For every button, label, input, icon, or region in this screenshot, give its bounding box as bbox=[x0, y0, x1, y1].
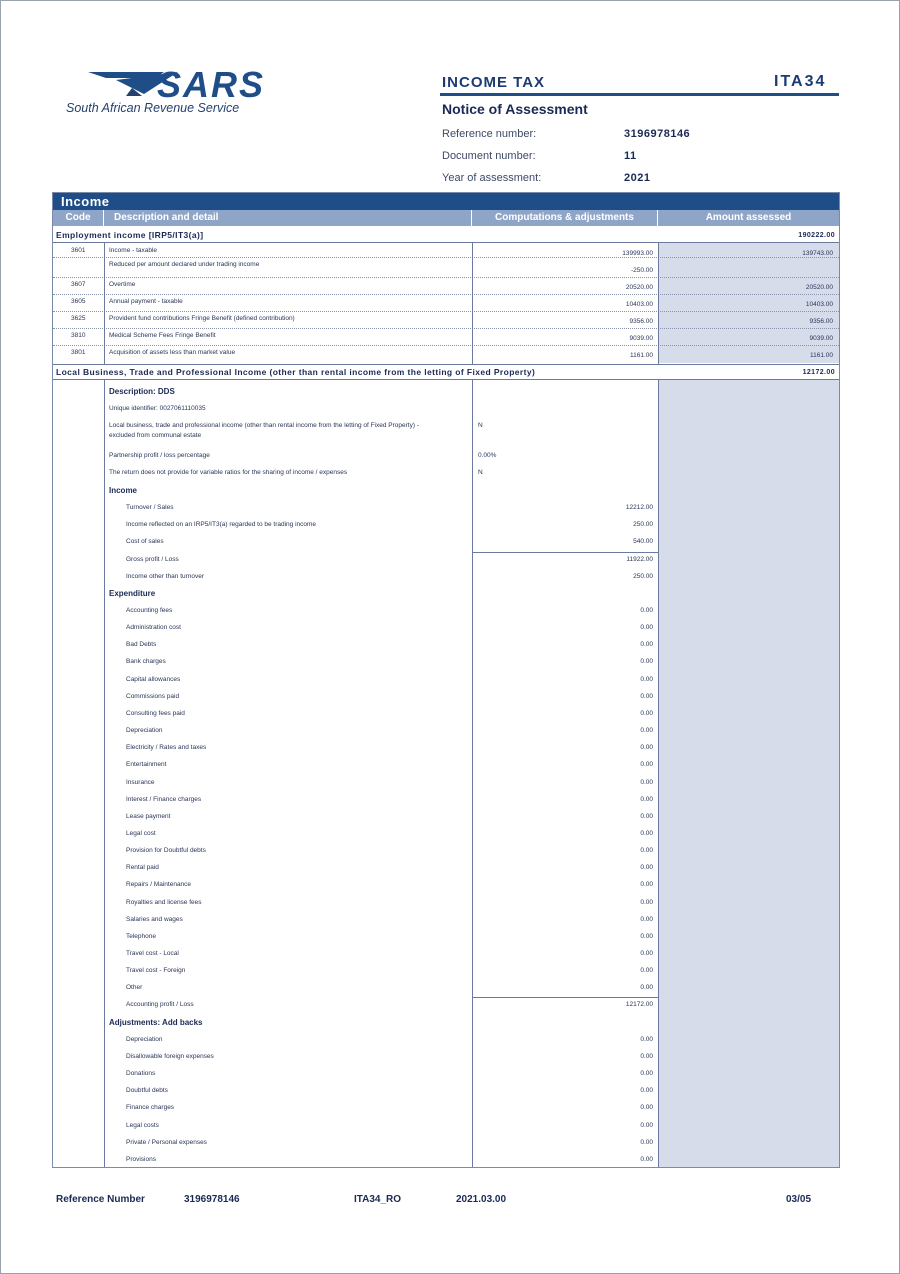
expenditure-row-description: Entertainment bbox=[126, 761, 167, 768]
expenditure-row-value: 0.00 bbox=[640, 796, 653, 803]
row-description: Acquisition of assets less than market value bbox=[109, 349, 236, 356]
addback-row-description: Legal costs bbox=[126, 1122, 159, 1129]
addback-row-value: 0.00 bbox=[640, 1087, 653, 1094]
column-header-computations: Computations & adjustments bbox=[472, 210, 658, 226]
column-divider bbox=[658, 242, 659, 364]
expenditure-row-value: 0.00 bbox=[640, 744, 653, 751]
info-row-value: N bbox=[478, 422, 483, 429]
addback-row-value: 0.00 bbox=[640, 1122, 653, 1129]
expenditure-heading: Expenditure bbox=[109, 589, 156, 598]
row-divider bbox=[53, 364, 839, 365]
row-amount: 20520.00 bbox=[805, 284, 833, 291]
info-row-description: The return does not provide for variable ratios for the sharing of income / expenses bbox=[109, 469, 348, 476]
column-divider bbox=[104, 242, 105, 364]
expenditure-row-description: Repairs / Maintenance bbox=[126, 881, 192, 888]
expenditure-row-description: Travel cost - Foreign bbox=[126, 967, 186, 974]
row-computation: 1161.00 bbox=[629, 352, 653, 359]
addback-row-value: 0.00 bbox=[640, 1156, 653, 1163]
row-code: 3801 bbox=[71, 349, 86, 356]
expenditure-row-description: Salaries and wages bbox=[126, 916, 183, 923]
expenditure-row-description: Legal cost bbox=[126, 830, 156, 837]
footer-page-number: 03/05 bbox=[786, 1194, 812, 1205]
expenditure-row-value: 0.00 bbox=[640, 710, 653, 717]
row-divider bbox=[53, 379, 839, 380]
income-row-description: Cost of sales bbox=[126, 538, 164, 545]
info-row-description: Local business, trade and professional income (other than rental income from the letting of Fixed Property) - bbox=[109, 422, 419, 429]
addback-row-value: 0.00 bbox=[640, 1139, 653, 1146]
info-row-value: N bbox=[478, 469, 483, 476]
expenditure-row-description: Bank charges bbox=[126, 658, 166, 665]
row-computation: 139993.00 bbox=[622, 250, 653, 257]
logo-subtitle: South African Revenue Service bbox=[66, 101, 240, 115]
expenditure-row-value: 0.00 bbox=[640, 916, 653, 923]
expenditure-row-description: Depreciation bbox=[126, 727, 163, 734]
income-row-value: 250.00 bbox=[633, 521, 653, 528]
addback-row-description: Disallowable foreign expenses bbox=[126, 1053, 214, 1060]
expenditure-row-description: Accounting fees bbox=[126, 607, 173, 614]
addback-row-value: 0.00 bbox=[640, 1053, 653, 1060]
row-divider bbox=[53, 257, 839, 258]
row-amount: 1161.00 bbox=[809, 352, 833, 359]
table-section-title: Income bbox=[53, 193, 839, 210]
row-code: 3625 bbox=[71, 315, 86, 322]
column-header-description: Description and detail bbox=[104, 210, 472, 226]
row-description: Provident fund contributions Fringe Benefit (defined contribution) bbox=[109, 315, 295, 322]
expenditure-row-value: 0.00 bbox=[640, 607, 653, 614]
business-total: 12172.00 bbox=[802, 369, 835, 376]
row-divider bbox=[53, 277, 839, 278]
expenditure-row-description: Lease payment bbox=[126, 813, 171, 820]
subtotal-line bbox=[472, 552, 658, 553]
employment-total: 190222.00 bbox=[798, 232, 835, 239]
addback-row-description: Private / Personal expenses bbox=[126, 1139, 207, 1146]
expenditure-row-value: 0.00 bbox=[640, 899, 653, 906]
expenditure-row-description: Rental paid bbox=[126, 864, 159, 871]
column-header-code: Code bbox=[53, 210, 104, 226]
addback-row-value: 0.00 bbox=[640, 1104, 653, 1111]
row-description: Overtime bbox=[109, 281, 136, 288]
row-divider bbox=[53, 294, 839, 295]
row-computation: 20520.00 bbox=[625, 284, 653, 291]
row-computation: 9356.00 bbox=[629, 318, 653, 325]
expenditure-row-value: 0.00 bbox=[640, 881, 653, 888]
meta-label: Year of assessment: bbox=[442, 172, 542, 184]
addbacks-heading: Adjustments: Add backs bbox=[109, 1018, 203, 1027]
expenditure-row-description: Provision for Doubtful debts bbox=[126, 847, 206, 854]
row-divider bbox=[53, 242, 839, 243]
row-amount: 9356.00 bbox=[809, 318, 833, 325]
expenditure-row-value: 12172.00 bbox=[625, 1001, 653, 1008]
addback-row-value: 0.00 bbox=[640, 1036, 653, 1043]
expenditure-row-description: Accounting profit / Loss bbox=[126, 1001, 194, 1008]
column-divider bbox=[472, 379, 473, 1167]
expenditure-row-value: 0.00 bbox=[640, 950, 653, 957]
column-divider bbox=[104, 379, 105, 1167]
footer-ref-label: Reference Number bbox=[56, 1194, 145, 1205]
expenditure-row-value: 0.00 bbox=[640, 933, 653, 940]
amount-column-shade bbox=[658, 380, 839, 1167]
expenditure-row-description: Insurance bbox=[126, 779, 155, 786]
row-divider bbox=[53, 345, 839, 346]
row-code: 3607 bbox=[71, 281, 86, 288]
income-row-description: Income reflected on an IRP5/IT3(a) regarded to be trading income bbox=[126, 521, 317, 528]
income-row-description: Turnover / Sales bbox=[126, 504, 174, 511]
expenditure-row-description: Travel cost - Local bbox=[126, 950, 179, 957]
meta-value: 3196978146 bbox=[624, 128, 691, 140]
income-table bbox=[52, 192, 840, 1168]
row-code: 3601 bbox=[71, 247, 86, 254]
row-computation: 9039.00 bbox=[629, 335, 653, 342]
expenditure-row-description: Telephone bbox=[126, 933, 156, 940]
row-description: Reduced per amount declared under trading income bbox=[109, 261, 260, 268]
row-code: 3605 bbox=[71, 298, 86, 305]
expenditure-row-value: 0.00 bbox=[640, 641, 653, 648]
row-computation: -250.00 bbox=[630, 267, 653, 274]
expenditure-row-description: Consulting fees paid bbox=[126, 710, 185, 717]
info-row-value: 0.00% bbox=[478, 452, 497, 459]
expenditure-row-description: Commissions paid bbox=[126, 693, 180, 700]
expenditure-row-value: 0.00 bbox=[640, 658, 653, 665]
income-row-value: 540.00 bbox=[633, 538, 653, 545]
expenditure-row-value: 0.00 bbox=[640, 624, 653, 631]
expenditure-row-value: 0.00 bbox=[640, 830, 653, 837]
expenditure-row-value: 0.00 bbox=[640, 864, 653, 871]
expenditure-row-value: 0.00 bbox=[640, 693, 653, 700]
header-divider bbox=[440, 93, 839, 96]
expenditure-row-value: 0.00 bbox=[640, 779, 653, 786]
income-row-value: 11922.00 bbox=[626, 556, 653, 563]
addback-row-description: Finance charges bbox=[126, 1104, 175, 1111]
income-row-description: Income other than turnover bbox=[126, 573, 205, 580]
column-divider bbox=[658, 379, 659, 1167]
income-heading: Income bbox=[109, 486, 138, 495]
expenditure-row-description: Other bbox=[126, 984, 143, 991]
addback-row-description: Doubtful debts bbox=[126, 1087, 168, 1094]
business-description: Description: DDS bbox=[109, 387, 175, 396]
expenditure-row-description: Administration cost bbox=[126, 624, 181, 631]
row-amount: 139743.00 bbox=[802, 250, 833, 257]
income-row-value: 12212.00 bbox=[625, 504, 653, 511]
subtotal-line bbox=[472, 997, 658, 998]
row-divider bbox=[53, 311, 839, 312]
row-description: Income - taxable bbox=[109, 247, 158, 254]
document-title: INCOME TAX bbox=[442, 74, 546, 91]
row-amount: 10403.00 bbox=[805, 301, 833, 308]
expenditure-row-value: 0.00 bbox=[640, 727, 653, 734]
expenditure-row-value: 0.00 bbox=[640, 967, 653, 974]
meta-value: 2021 bbox=[624, 172, 651, 184]
form-code: ITA34 bbox=[774, 73, 827, 90]
expenditure-row-description: Electricity / Rates and taxes bbox=[126, 744, 207, 751]
info-row-description: Partnership profit / loss percentage bbox=[109, 452, 210, 459]
expenditure-row-description: Royalties and license fees bbox=[126, 899, 202, 906]
employment-section-title: Employment income [IRP5/IT3(a)] bbox=[56, 230, 204, 240]
addback-row-description: Donations bbox=[126, 1070, 156, 1077]
expenditure-row-description: Interest / Finance charges bbox=[126, 796, 202, 803]
row-description: Medical Scheme Fees Fringe Benefit bbox=[109, 332, 216, 339]
footer-form-id: ITA34_RO bbox=[354, 1194, 402, 1205]
business-section-row bbox=[53, 366, 839, 379]
footer-version: 2021.03.00 bbox=[456, 1194, 507, 1205]
expenditure-row-description: Capital allowances bbox=[126, 676, 181, 683]
info-row-description-line2: excluded from communal estate bbox=[109, 432, 202, 439]
expenditure-row-value: 0.00 bbox=[640, 984, 653, 991]
business-section-title: Local Business, Trade and Professional Income (other than rental income from the letting of Fixed Property) bbox=[56, 367, 536, 377]
document-subtitle: Notice of Assessment bbox=[442, 101, 588, 117]
meta-value: 11 bbox=[624, 150, 637, 162]
meta-label: Document number: bbox=[442, 150, 536, 162]
sars-logo bbox=[62, 64, 302, 124]
row-divider bbox=[53, 328, 839, 329]
expenditure-row-value: 0.00 bbox=[640, 813, 653, 820]
income-row-description: Gross profit / Loss bbox=[126, 556, 179, 563]
addback-row-description: Provisions bbox=[126, 1156, 156, 1163]
addback-row-description: Depreciation bbox=[126, 1036, 163, 1043]
row-computation: 10403.00 bbox=[625, 301, 653, 308]
row-code: 3810 bbox=[71, 332, 86, 339]
meta-label: Reference number: bbox=[442, 128, 537, 140]
income-row-value: 250.00 bbox=[633, 573, 653, 580]
column-header-amount: Amount assessed bbox=[658, 210, 839, 226]
expenditure-row-value: 0.00 bbox=[640, 847, 653, 854]
addback-row-value: 0.00 bbox=[640, 1070, 653, 1077]
expenditure-row-description: Bad Debts bbox=[126, 641, 157, 648]
row-description: Annual payment - taxable bbox=[109, 298, 183, 305]
unique-identifier: Unique identifier: 0027061110035 bbox=[109, 405, 206, 412]
expenditure-row-value: 0.00 bbox=[640, 676, 653, 683]
column-divider bbox=[472, 242, 473, 364]
footer-ref-value: 3196978146 bbox=[184, 1194, 240, 1205]
row-amount: 9039.00 bbox=[809, 335, 833, 342]
employment-section-row bbox=[53, 229, 839, 242]
logo-wordmark: SARS bbox=[157, 64, 266, 105]
expenditure-row-value: 0.00 bbox=[640, 761, 653, 768]
